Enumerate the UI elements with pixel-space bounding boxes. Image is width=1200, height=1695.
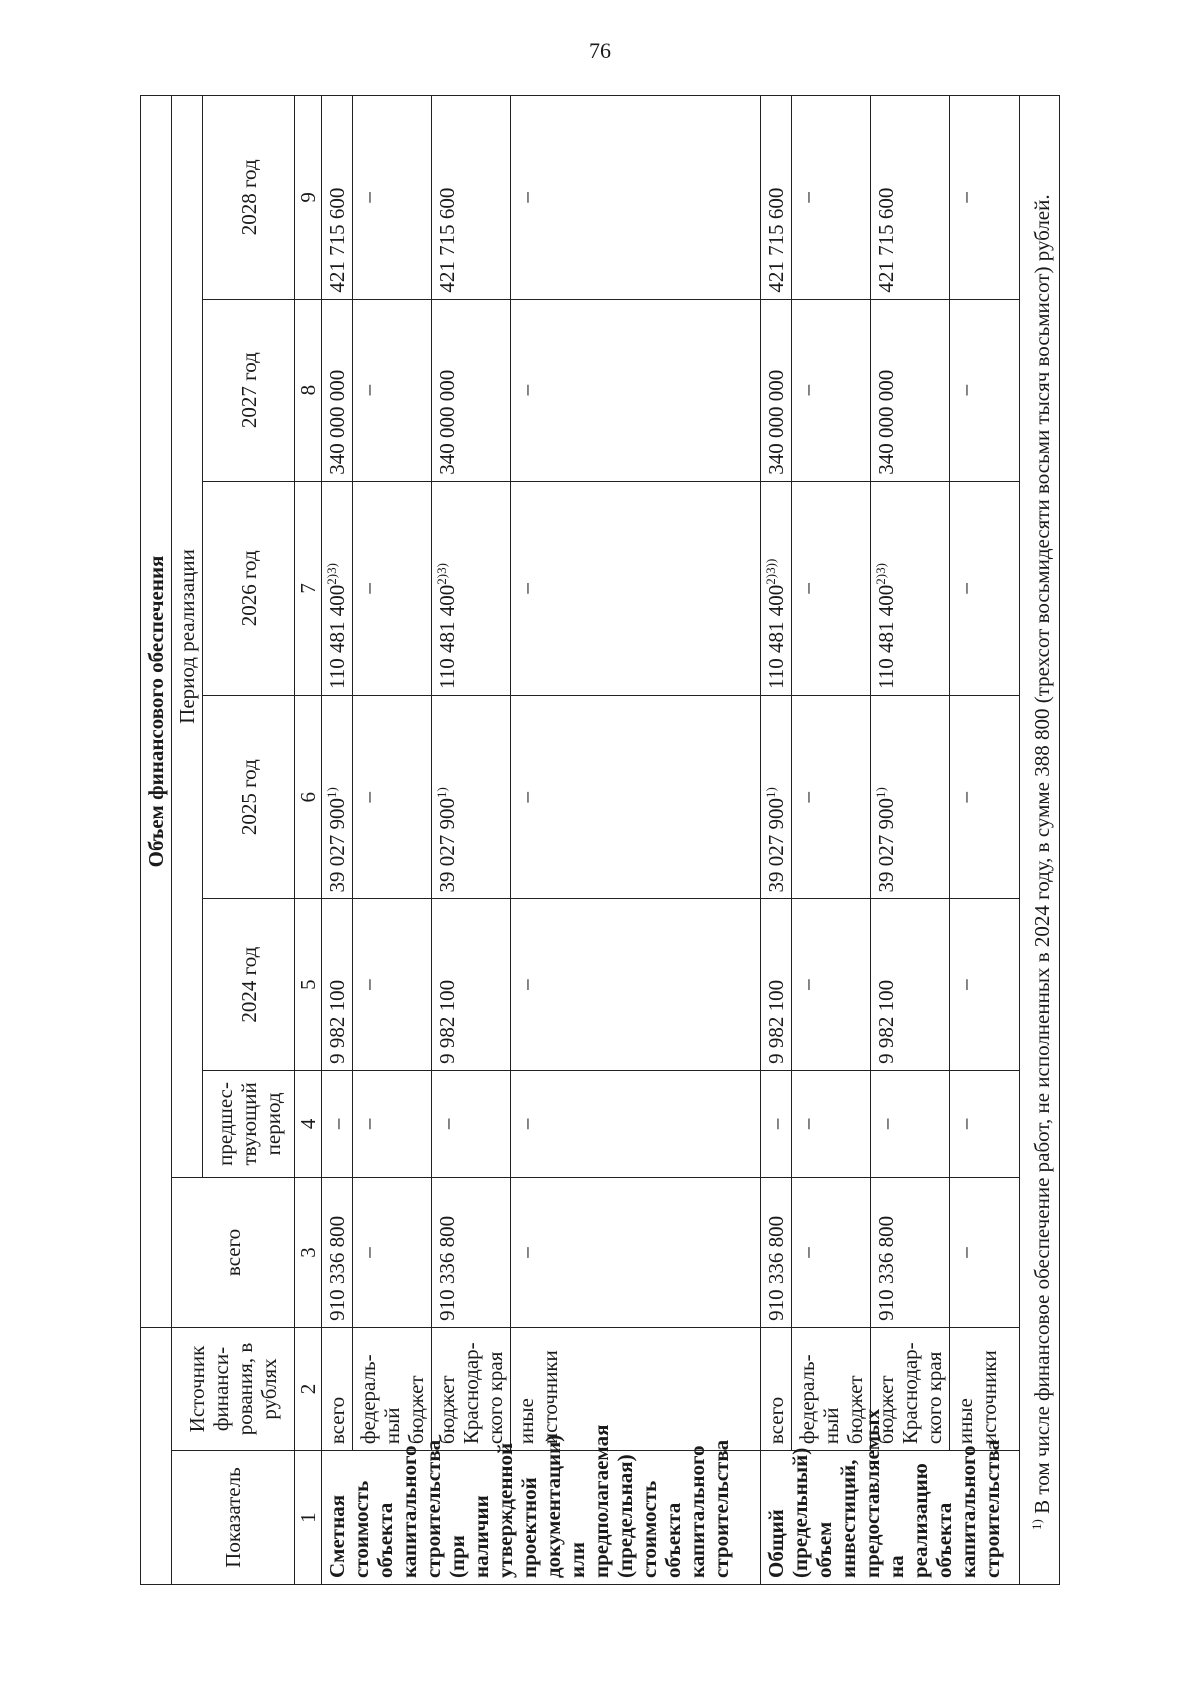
header-group-title: Объем финансового обеспечения [141, 96, 172, 1328]
source-cell: федераль-ный бюджет [792, 1327, 871, 1450]
y2026-cell: – [950, 481, 1020, 695]
colnum-2: 2 [295, 1327, 322, 1450]
rotated-table-area [140, 95, 1060, 1585]
table-row [871, 96, 950, 1585]
source-cell: федераль-ный бюджет [353, 1327, 432, 1450]
colnum-6: 6 [295, 695, 322, 899]
y2026-cell [322, 481, 353, 695]
y2025-cell [322, 695, 353, 899]
colnum-5: 5 [295, 899, 322, 1070]
footnote-ref: 2)3) [873, 563, 888, 585]
value: 110 481 400 [435, 584, 459, 689]
total-cell: – [511, 1177, 761, 1327]
colnum-1: 1 [295, 1451, 322, 1585]
table-row [432, 96, 511, 1585]
y2027-cell: 340 000 000 [322, 299, 353, 481]
y2026-cell [871, 481, 950, 695]
footnote-cell [1020, 96, 1060, 1585]
footnote-ref: 2)3) [324, 563, 339, 585]
value: 39 027 900 [435, 797, 459, 893]
prev-cell: – [792, 1070, 871, 1177]
source-cell: бюджет Краснодар-ского края [871, 1327, 950, 1450]
header-total: всего [172, 1177, 295, 1327]
y2028-cell: – [950, 96, 1020, 300]
y2024-cell: 9 982 100 [432, 899, 511, 1070]
header-2024: 2024 год [203, 899, 295, 1070]
y2026-cell [432, 481, 511, 695]
y2028-cell: – [353, 96, 432, 300]
y2028-cell: 421 715 600 [871, 96, 950, 300]
y2024-cell: 9 982 100 [322, 899, 353, 1070]
colnum-9: 9 [295, 96, 322, 300]
y2025-cell: – [353, 695, 432, 899]
rotated-content [140, 95, 1060, 1585]
y2027-cell: 340 000 000 [871, 299, 950, 481]
y2024-cell: – [511, 899, 761, 1070]
y2028-cell: 421 715 600 [322, 96, 353, 300]
y2025-cell: – [950, 695, 1020, 899]
total-cell: 910 336 800 [432, 1177, 511, 1327]
y2028-cell: 421 715 600 [432, 96, 511, 300]
y2024-cell: – [353, 899, 432, 1070]
y2027-cell: – [511, 299, 761, 481]
header-prev-period: предшес-твующий период [203, 1070, 295, 1177]
prev-cell: – [761, 1070, 792, 1177]
source-cell: бюджет Краснодар-ского края [432, 1327, 511, 1450]
y2024-cell: 9 982 100 [871, 899, 950, 1070]
header-2027: 2027 год [203, 299, 295, 481]
table-row [353, 96, 432, 1585]
header-2025: 2025 год [203, 695, 295, 899]
header-blank [141, 1327, 172, 1584]
footnote-ref: 1) [763, 787, 778, 798]
footnote-marker: 1) [1029, 1519, 1044, 1530]
indicator-total-investment: Общий (предельный) объем инвестиций, предоставляемых на реализацию объекта капитального строительства [761, 1451, 1020, 1585]
footnote-ref: 2)3)) [763, 558, 778, 585]
total-cell: 910 336 800 [761, 1177, 792, 1327]
y2027-cell: 340 000 000 [432, 299, 511, 481]
table-row [792, 96, 871, 1585]
total-cell: – [792, 1177, 871, 1327]
table-row [950, 96, 1020, 1585]
footnote-ref: 1) [873, 787, 888, 798]
header-indicator: Показатель [172, 1451, 295, 1585]
colnum-7: 7 [295, 481, 322, 695]
value: 110 481 400 [874, 584, 898, 689]
value: 110 481 400 [764, 584, 788, 689]
value: 110 481 400 [325, 584, 349, 689]
colnum-8: 8 [295, 299, 322, 481]
y2026-cell [761, 481, 792, 695]
total-cell: – [950, 1177, 1020, 1327]
prev-cell: – [353, 1070, 432, 1177]
y2025-cell [871, 695, 950, 899]
header-2028: 2028 год [203, 96, 295, 300]
source-cell: всего [761, 1327, 792, 1450]
header-source: Источник финанси-рования, в рублях [172, 1327, 295, 1450]
financing-table [140, 95, 1060, 1585]
y2025-cell: – [511, 695, 761, 899]
header-period: Период реализации [172, 96, 203, 1178]
prev-cell: – [871, 1070, 950, 1177]
source-cell: всего [322, 1327, 353, 1450]
y2026-cell: – [511, 481, 761, 695]
page-number: 76 [589, 38, 611, 63]
y2028-cell: 421 715 600 [761, 96, 792, 300]
y2027-cell: – [792, 299, 871, 481]
total-cell: – [353, 1177, 432, 1327]
y2024-cell: – [950, 899, 1020, 1070]
y2024-cell: – [792, 899, 871, 1070]
value: 39 027 900 [764, 797, 788, 893]
y2027-cell: – [353, 299, 432, 481]
table-row [511, 96, 761, 1585]
y2027-cell: – [950, 299, 1020, 481]
source-cell: иные источники [511, 1327, 761, 1450]
y2025-cell [432, 695, 511, 899]
indicator-estimated-cost: Сметная стоимость объекта капитального строительства (при наличии утвержденной проектной документации) или предполагаемая (предельная) стоимость объекта капитального строительства [322, 1451, 761, 1585]
header-2026: 2026 год [203, 481, 295, 695]
total-cell: 910 336 800 [322, 1177, 353, 1327]
y2026-cell: – [353, 481, 432, 695]
footnote-ref: 2)3) [434, 563, 449, 585]
value: 39 027 900 [325, 797, 349, 893]
table-row [322, 96, 353, 1585]
table-row [761, 96, 792, 1585]
y2024-cell: 9 982 100 [761, 899, 792, 1070]
footnote-ref: 1) [324, 787, 339, 798]
y2025-cell: – [792, 695, 871, 899]
total-cell: 910 336 800 [871, 1177, 950, 1327]
footnote [1023, 102, 1056, 1578]
y2026-cell: – [792, 481, 871, 695]
y2028-cell: – [511, 96, 761, 300]
colnum-4: 4 [295, 1070, 322, 1177]
prev-cell: – [322, 1070, 353, 1177]
colnum-3: 3 [295, 1177, 322, 1327]
prev-cell: – [432, 1070, 511, 1177]
source-cell: иные источники [950, 1327, 1020, 1450]
y2025-cell [761, 695, 792, 899]
footnote-ref: 1) [434, 787, 449, 798]
y2027-cell: 340 000 000 [761, 299, 792, 481]
y2028-cell: – [792, 96, 871, 300]
footnote-text: В том числе финансовое обеспечение работ, не исполненных в 2024 году, в сумме 388 800 (трехсот восьмидесяти восьми тысяч восьмисот) рублей. [1030, 194, 1054, 1520]
prev-cell: – [950, 1070, 1020, 1177]
value: 39 027 900 [874, 797, 898, 893]
prev-cell: – [511, 1070, 761, 1177]
